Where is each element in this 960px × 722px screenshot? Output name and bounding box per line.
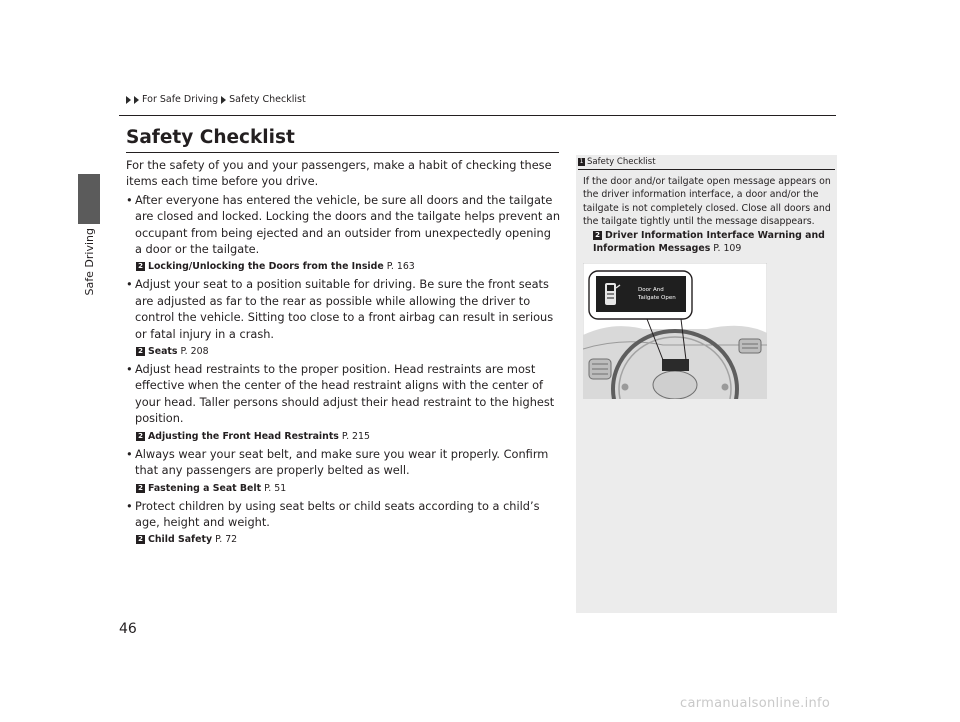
breadcrumb-arrow-icon <box>221 96 226 104</box>
air-vent-icon <box>739 339 761 353</box>
reference-title[interactable]: Driver Information Interface Warning and Information Messages <box>593 230 825 255</box>
sidebar-heading <box>578 157 656 167</box>
reference-title[interactable]: Adjusting the Front Head Restraints <box>148 430 339 442</box>
sidebar-cross-reference-link[interactable] <box>593 229 833 256</box>
reference-title[interactable]: Seats <box>148 346 178 358</box>
screen-message-line1: Door And <box>638 287 664 293</box>
breadcrumb <box>126 94 306 105</box>
bullet-icon: • <box>126 277 133 292</box>
breadcrumb-item-safety-checklist[interactable]: Safety Checklist <box>229 94 306 105</box>
cross-reference-link[interactable] <box>136 345 561 358</box>
checklist-item-text: Adjust your seat to a position suitable for driving. Be sure the front seats are adjusted as far to the rear as possible while allowing the driver to control the vehicle. Sitting too close to a front airbag can result in serious or fatal injury in a crash. <box>135 277 554 341</box>
bullet-icon: • <box>126 446 133 461</box>
air-vent-icon <box>589 359 611 379</box>
watermark: carmanualsonline.info <box>680 696 831 711</box>
section-tab-marker <box>78 174 100 224</box>
cross-reference-link[interactable] <box>136 430 561 443</box>
reference-title[interactable]: Locking/Unlocking the Doors from the Inside <box>148 261 384 273</box>
screen-message-line2: Tailgate Open <box>638 295 676 301</box>
reference-page[interactable]: P. 72 <box>215 534 238 546</box>
checklist-item-text: Adjust head restraints to the proper position. Head restraints are most effective when the center of the head restraint aligns with the center of your head. Taller persons should adjust their head restraint to the highest position. <box>135 362 555 426</box>
checklist-item-text: Always wear your seat belt, and make sure you wear it properly. Confirm that any passengers are properly belted as well. <box>135 446 549 478</box>
reference-arrow-icon: 2 <box>136 262 145 271</box>
bullet-icon: • <box>126 498 133 513</box>
reference-arrow-icon: 2 <box>136 432 145 441</box>
checklist-item-text: After everyone has entered the vehicle, be sure all doors and the tailgate are closed and locked. Locking the doors and the tailgate helps prevent an occupant from being ejected and an outsider from unexpectedly opening a door or the tailgate. <box>135 192 561 257</box>
reference-title[interactable]: Child Safety <box>148 534 213 546</box>
reference-page[interactable]: P. 109 <box>713 243 742 255</box>
reference-page[interactable]: P. 163 <box>386 261 415 273</box>
intro-paragraph: For the safety of you and your passengers, make a habit of checking these items each time before you drive. <box>126 158 552 189</box>
instrument-display <box>662 359 689 371</box>
breadcrumb-arrow-icon <box>126 96 131 104</box>
reference-page[interactable]: P. 51 <box>264 482 287 494</box>
checklist-item <box>126 276 561 342</box>
checklist-item <box>126 361 561 427</box>
reference-page[interactable]: P. 208 <box>180 346 209 358</box>
reference-page[interactable]: P. 215 <box>341 430 370 442</box>
reference-title[interactable]: Fastening a Seat Belt <box>148 482 262 494</box>
title-divider <box>126 152 559 153</box>
page-title: Safety Checklist <box>126 127 295 148</box>
bullet-icon: • <box>126 192 133 207</box>
checklist-item <box>126 498 561 531</box>
breadcrumb-item-for-safe-driving[interactable]: For Safe Driving <box>142 94 219 105</box>
bullet-icon: • <box>126 362 133 377</box>
cross-reference-link[interactable] <box>136 260 561 273</box>
reference-arrow-icon: 2 <box>136 484 145 493</box>
sidebar-heading-text: Safety Checklist <box>587 157 656 167</box>
reference-arrow-icon: 2 <box>593 231 602 240</box>
dashboard-illustration <box>583 263 767 399</box>
checklist-item <box>126 192 561 258</box>
breadcrumb-arrow-icon <box>134 96 139 104</box>
page-number: 46 <box>119 621 137 637</box>
checklist-item-text: Protect children by using seat belts or child seats according to a child’s age, height and weight. <box>135 498 540 529</box>
sidebar-divider <box>578 169 835 170</box>
note-marker-icon: 1 <box>579 158 584 165</box>
section-tab-label: Safe Driving <box>83 228 96 296</box>
reference-arrow-icon: 2 <box>136 347 145 356</box>
cross-reference-link[interactable] <box>136 482 561 495</box>
header-divider <box>119 115 836 116</box>
sidebar-note-text: If the door and/or tailgate open message appears on the driver information interface, a door and/or the tailgate is not completely closed. Close all doors and the tailgate tightly until the message disappears. <box>583 176 831 227</box>
main-content <box>126 157 561 549</box>
cross-reference-link[interactable] <box>136 533 561 546</box>
checklist-item <box>126 446 561 479</box>
reference-arrow-icon: 2 <box>136 535 145 544</box>
